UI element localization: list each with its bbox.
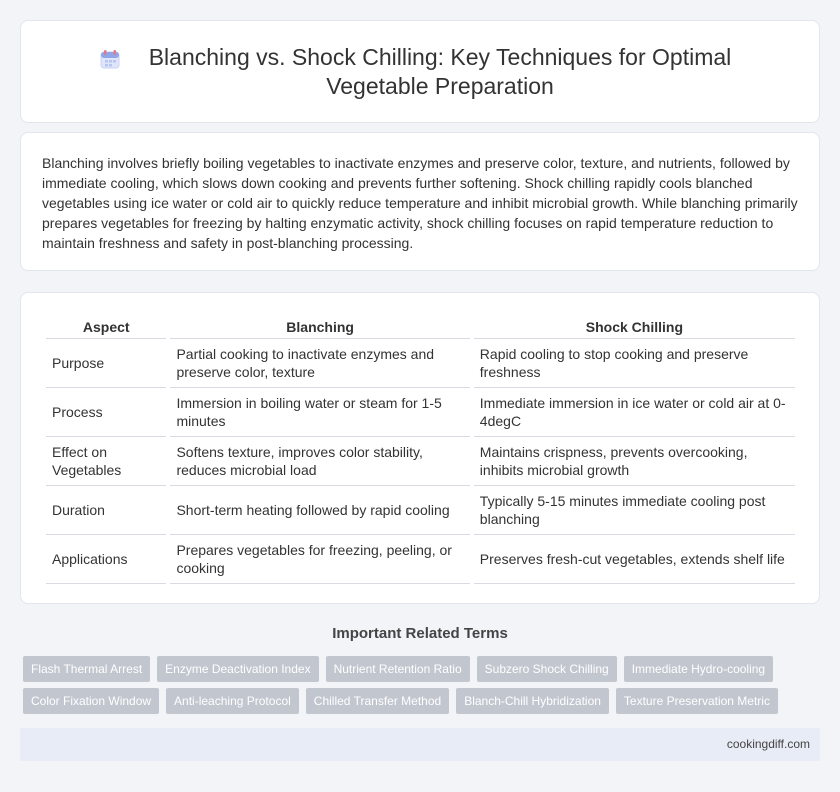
related-term-tag[interactable]: Blanch-Chill Hybridization	[456, 688, 609, 714]
footer-site-link[interactable]: cookingdiff.com	[726, 737, 810, 751]
header-aspect: Aspect	[46, 316, 166, 339]
table-row	[46, 339, 795, 388]
table-header-row	[46, 316, 795, 339]
tag-row	[23, 656, 823, 682]
related-terms-heading: Important Related Terms	[332, 625, 508, 642]
related-term-tag[interactable]: Anti-leaching Protocol	[166, 688, 299, 714]
intro-paragraph: Blanching involves briefly boiling vegetables to inactivate enzymes and preserve color, texture, and nutrients, followed by immediate cooling, which slows down cooking and prevents further softening. Shock chilling rapidly cools blanched vegetables using ice water or cold air to quickly reduce temperature and inhibit microbial growth. While blanching primarily prepares vegetables for freezing by halting enzymatic activity, shock chilling focuses on rapid temperature reduction to maintain freshness and safety in post-blanching processing.	[42, 155, 798, 251]
row-aspect: Effect on Vegetables	[46, 437, 166, 486]
tag-row	[23, 688, 823, 714]
row-aspect: Applications	[46, 535, 166, 584]
row-blanching: Immersion in boiling water or steam for 1-5 minutes	[170, 388, 469, 437]
comparison-table-card	[20, 292, 820, 604]
row-blanching: Prepares vegetables for freezing, peeling, or cooking	[170, 535, 469, 584]
row-blanching: Partial cooking to inactivate enzymes and preserve color, texture	[170, 339, 469, 388]
comparison-table	[42, 316, 799, 584]
row-aspect: Duration	[46, 486, 166, 535]
related-term-tag[interactable]: Flash Thermal Arrest	[23, 656, 150, 682]
title-card	[20, 20, 820, 123]
header-blanching: Blanching	[170, 316, 469, 339]
row-shock-chilling: Maintains crispness, prevents overcooking, inhibits microbial growth	[474, 437, 795, 486]
header-shock-chilling: Shock Chilling	[474, 316, 795, 339]
row-blanching: Softens texture, improves color stability, reduces microbial load	[170, 437, 469, 486]
related-term-tag[interactable]: Enzyme Deactivation Index	[157, 656, 318, 682]
row-shock-chilling: Preserves fresh-cut vegetables, extends shelf life	[474, 535, 795, 584]
related-term-tag[interactable]: Color Fixation Window	[23, 688, 159, 714]
row-shock-chilling: Rapid cooling to stop cooking and preserve freshness	[474, 339, 795, 388]
related-term-tag[interactable]: Immediate Hydro-cooling	[624, 656, 773, 682]
table-row	[46, 535, 795, 584]
table-row	[46, 388, 795, 437]
row-shock-chilling: Typically 5-15 minutes immediate cooling post blanching	[474, 486, 795, 535]
related-term-tag[interactable]: Subzero Shock Chilling	[477, 656, 617, 682]
intro-card	[20, 132, 820, 271]
footer	[20, 728, 820, 761]
row-shock-chilling: Immediate immersion in ice water or cold air at 0-4degC	[474, 388, 795, 437]
page-title: Blanching vs. Shock Chilling: Key Techniques for Optimal Vegetable Preparation	[148, 44, 732, 99]
related-terms-list	[23, 656, 823, 720]
row-blanching: Short-term heating followed by rapid cooling	[170, 486, 469, 535]
related-term-tag[interactable]: Chilled Transfer Method	[306, 688, 449, 714]
row-aspect: Process	[46, 388, 166, 437]
table-row	[46, 486, 795, 535]
related-term-tag[interactable]: Nutrient Retention Ratio	[326, 656, 470, 682]
related-term-tag[interactable]: Texture Preservation Metric	[616, 688, 778, 714]
table-row	[46, 437, 795, 486]
row-aspect: Purpose	[46, 339, 166, 388]
